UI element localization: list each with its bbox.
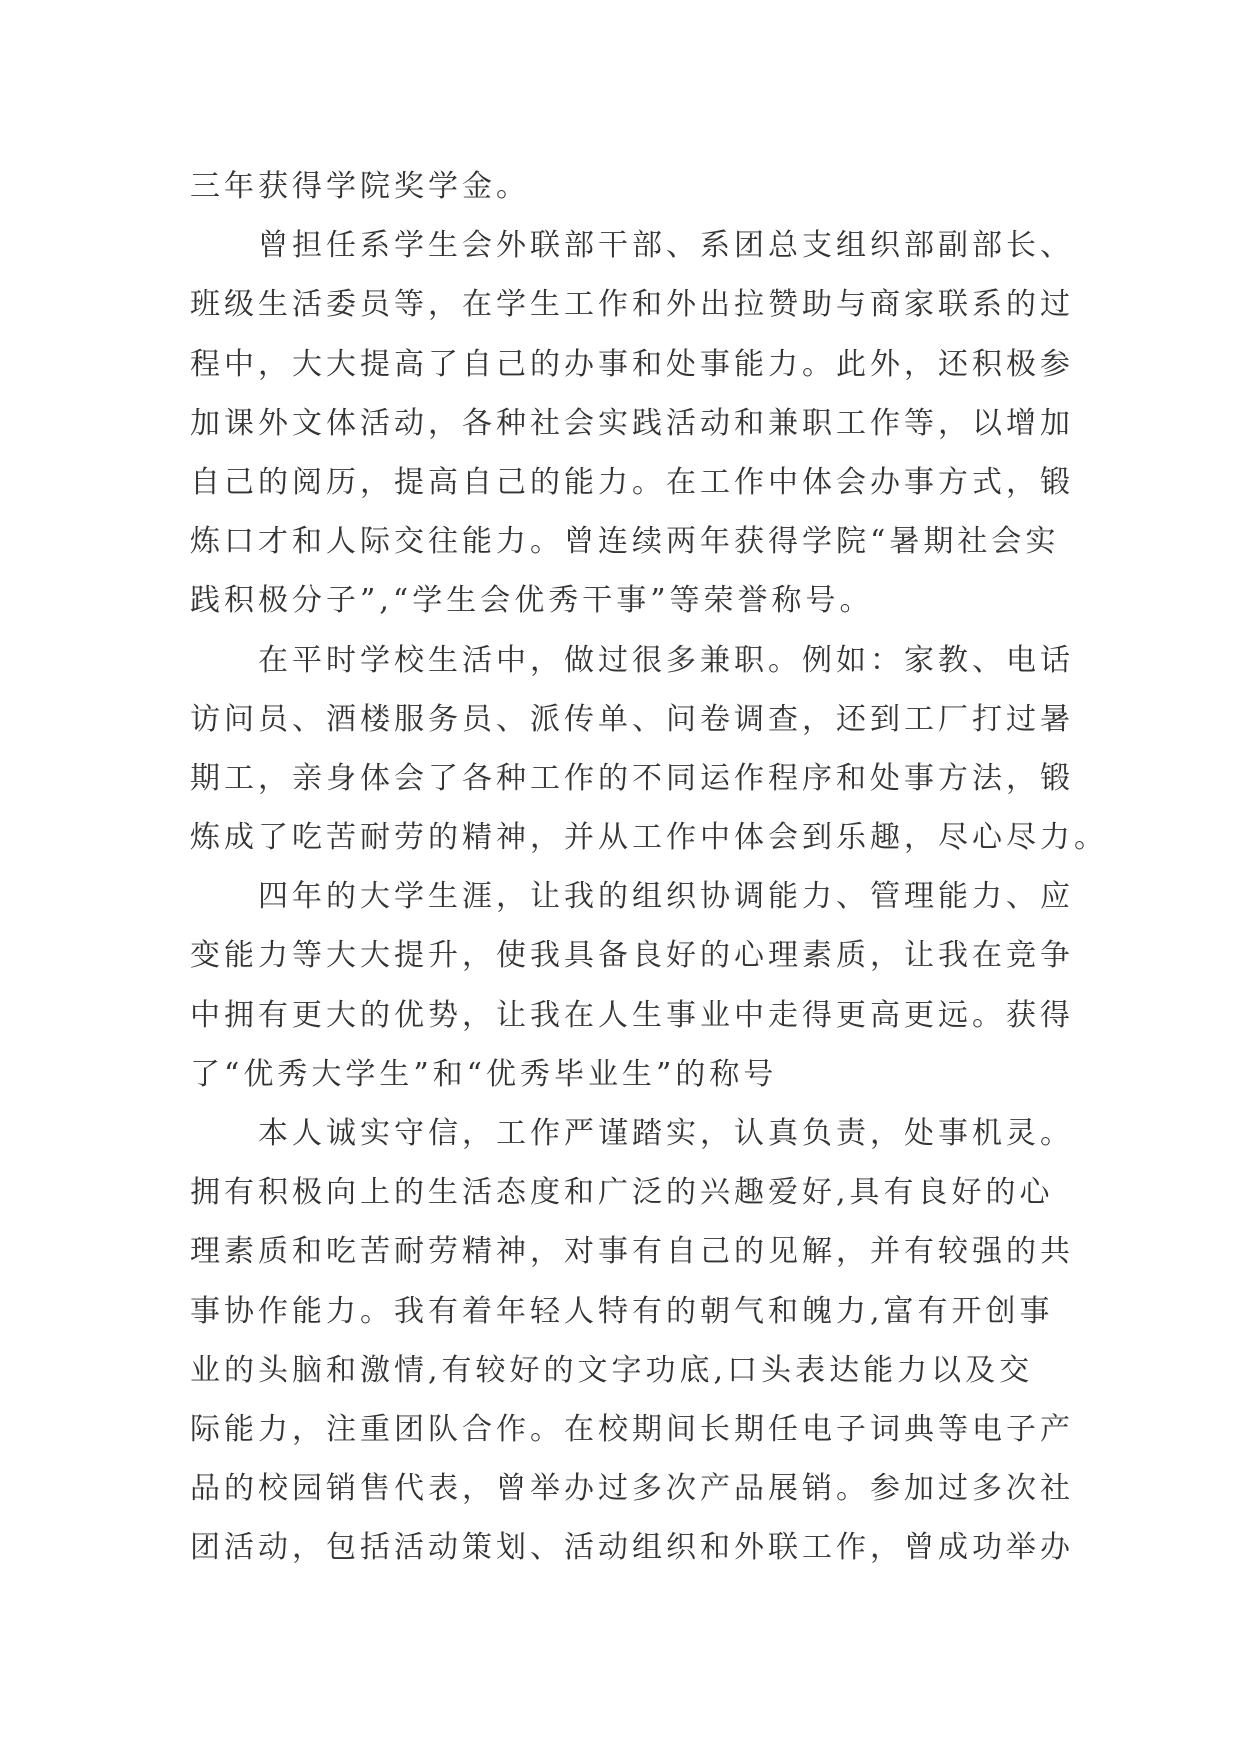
text-line: 理素质和吃苦耐劳精神，对事有自己的见解，并有较强的共 — [190, 1234, 1074, 1270]
text-line: 期工，亲身体会了各种工作的不同运作程序和处事方法，锻 — [190, 760, 1074, 796]
text-line: 炼口才和人际交往能力。曾连续两年获得学院“暑期社会实 — [190, 524, 1060, 560]
text-line: 班级生活委员等，在学生工作和外出拉赞助与商家联系的过 — [190, 287, 1074, 323]
text-line: 曾担任系学生会外联部干部、系团总支组织部副部长、 — [258, 228, 1074, 264]
text-line: 事协作能力。我有着年轻人特有的朝气和魄力,富有开创事 — [190, 1293, 1054, 1329]
text-line: 程中，大大提高了自己的办事和处事能力。此外，还积极参 — [190, 346, 1074, 382]
text-line: 四年的大学生涯，让我的组织协调能力、管理能力、应 — [258, 879, 1074, 915]
text-line: 访问员、酒楼服务员、派传单、问卷调查，还到工厂打过暑 — [190, 701, 1074, 737]
text-line: 三年获得学院奖学金。 — [190, 169, 530, 204]
text-line: 际能力，注重团队合作。在校期间长期任电子词典等电子产 — [190, 1411, 1074, 1447]
text-line: 在平时学校生活中，做过很多兼职。例如：家教、电话 — [258, 642, 1074, 678]
document-body — [190, 157, 1108, 1578]
text-line: 拥有积极向上的生活态度和广泛的兴趣爱好,具有良好的心 — [190, 1175, 1054, 1211]
text-line: 品的校园销售代表，曾举办过多次产品展销。参加过多次社 — [190, 1471, 1074, 1507]
text-line: 中拥有更大的优势，让我在人生事业中走得更高更远。获得 — [190, 997, 1074, 1033]
text-line: 加课外文体活动，各种社会实践活动和兼职工作等，以增加 — [190, 405, 1074, 441]
text-line: 自己的阅历，提高自己的能力。在工作中体会办事方式，锻 — [190, 464, 1074, 500]
text-line: 本人诚实守信，工作严谨踏实，认真负责，处事机灵。 — [258, 1116, 1074, 1151]
text-line: 团活动，包括活动策划、活动组织和外联工作，曾成功举办 — [190, 1530, 1074, 1566]
text-line: 践积极分子”,“学生会优秀干事”等荣誉称号。 — [190, 583, 874, 619]
text-line: 业的头脑和激情,有较好的文字功底,口头表达能力以及交 — [190, 1352, 1034, 1388]
text-line: 炼成了吃苦耐劳的精神，并从工作中体会到乐趣，尽心尽力。 — [190, 820, 1108, 856]
text-line: 了“优秀大学生”和“优秀毕业生”的称号 — [190, 1056, 778, 1092]
text-line: 变能力等大大提升，使我具备良好的心理素质，让我在竞争 — [190, 938, 1074, 974]
